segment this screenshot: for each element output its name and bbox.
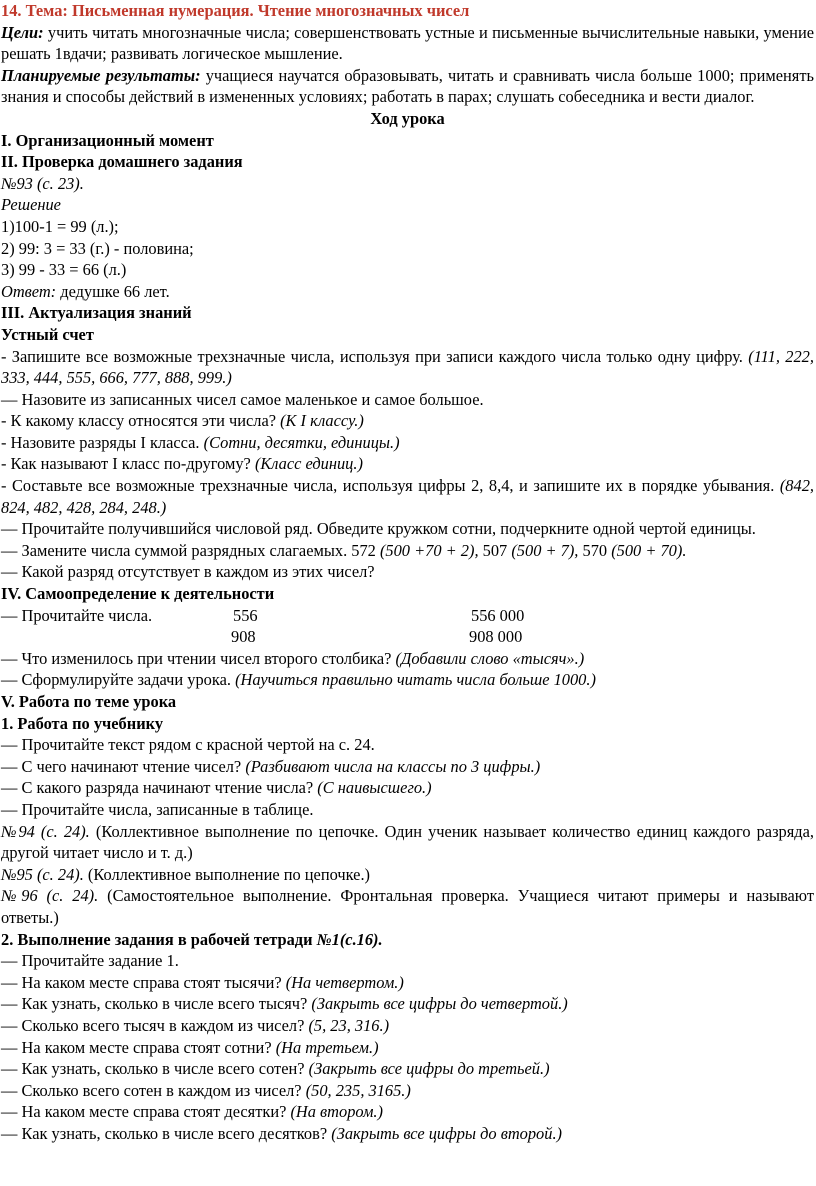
question-text: — Как узнать, сколько в числе всего сотен? bbox=[1, 1059, 309, 1079]
results-label: Планируемые результаты: bbox=[1, 65, 201, 85]
task-3 bbox=[1, 777, 814, 799]
exercise-text: (Коллективное выполнение по цепочке.) bbox=[83, 864, 370, 884]
exercise-reference: №96 (с. 24). bbox=[1, 886, 99, 906]
section-heading-5: V. Работа по теме урока bbox=[1, 692, 177, 711]
numbers-row-2 bbox=[1, 626, 814, 648]
question-text: — Как узнать, сколько в числе всего десятков? bbox=[1, 1123, 332, 1143]
question-answer: (Научиться правильно читать числа больше 1000.) bbox=[235, 670, 596, 690]
question-text: - Назовите разряды I класса. bbox=[1, 432, 204, 452]
workbook-q9 bbox=[1, 1123, 814, 1145]
task-2 bbox=[1, 756, 814, 778]
exercise-94 bbox=[1, 821, 814, 864]
question-text: - Как называют I класс по-другому? bbox=[1, 454, 255, 474]
question-9: — Какой разряд отсутствует в каждом из этих чисел? bbox=[1, 562, 375, 582]
question-answer: (К I классу.) bbox=[280, 411, 364, 431]
question-answer: (На четвертом.) bbox=[285, 972, 404, 992]
exercise-95 bbox=[1, 864, 814, 886]
oral-count-heading: Устный счет bbox=[1, 324, 94, 344]
question-answer: (500 + 70). bbox=[611, 540, 687, 560]
section-heading-1: I. Организационный момент bbox=[1, 130, 214, 150]
question-r3 bbox=[1, 648, 814, 670]
question-text: 507 bbox=[478, 540, 512, 560]
subsection-reference: №1(с.16). bbox=[316, 929, 383, 949]
question-8 bbox=[1, 540, 814, 562]
question-5 bbox=[1, 453, 814, 475]
question-text: — Сколько всего тысяч в каждом из чисел? bbox=[1, 1015, 309, 1035]
question-answer: (Разбивают числа на классы по 3 цифры.) bbox=[245, 756, 541, 776]
workbook-q8 bbox=[1, 1101, 814, 1123]
question-answer: (Закрыть все цифры до третьей.) bbox=[308, 1059, 550, 1079]
homework-reference: №93 (с. 23). bbox=[1, 173, 84, 193]
homework-step-1: 1)100-1 = 99 (л.); bbox=[1, 216, 119, 236]
goals-label: Цели: bbox=[1, 22, 44, 42]
question-answer: (Закрыть все цифры до четвертой.) bbox=[311, 994, 568, 1014]
question-answer: (С наивысшего.) bbox=[317, 778, 432, 798]
question-answer: (50, 235, 3165.) bbox=[305, 1080, 411, 1100]
task-4: — Прочитайте числа, записанные в таблице. bbox=[1, 799, 314, 819]
section-heading-4: IV. Самоопределение к деятельности bbox=[1, 584, 275, 604]
question-answer: (Закрыть все цифры до второй.) bbox=[331, 1123, 562, 1143]
homework-step-3: 3) 99 - 33 = 66 (л.) bbox=[1, 260, 127, 280]
task-1: — Прочитайте текст рядом с красной чертой на с. 24. bbox=[1, 735, 375, 755]
section-heading-3: III. Актуализация знаний bbox=[1, 303, 192, 323]
question-text: — На каком месте справа стоят тысячи? bbox=[1, 972, 286, 992]
question-text: - Составьте все возможные трехзначные числа, используя цифры 2, 8,4, и запишите их в порядке убывания. bbox=[1, 476, 780, 496]
homework-step-2: 2) 99: 3 = 33 (г.) - половина; bbox=[1, 238, 194, 258]
workbook-q7 bbox=[1, 1080, 814, 1102]
exercise-text: (Самостоятельное выполнение. Фронтальная проверка. Учащиеся читают примеры и называют ответы.) bbox=[1, 886, 814, 927]
number-left: 556 bbox=[233, 605, 258, 625]
numbers-row-1 bbox=[1, 605, 814, 627]
goals-text: учить читать многозначные числа; совершенствовать устные и письменные вычислительные навыки, умение решать 1вдачи; развивать логическое мышление. bbox=[1, 22, 814, 64]
number-left: 908 bbox=[231, 627, 256, 647]
exercise-text: (Коллективное выполнение по цепочке. Один ученик называет количество единиц каждого разряда, другой читает число и т. д.) bbox=[1, 821, 814, 863]
workbook-q1: — Прочитайте задание 1. bbox=[1, 951, 179, 971]
goals-paragraph bbox=[1, 22, 814, 65]
workbook-q2 bbox=[1, 972, 814, 994]
subsection-heading-2 bbox=[1, 929, 814, 951]
question-answer: (Добавили слово «тысяч».) bbox=[395, 648, 585, 668]
question-answer: (Сотни, десятки, единицы.) bbox=[203, 432, 400, 452]
question-3 bbox=[1, 410, 814, 432]
exercise-reference: №94 (с. 24). bbox=[1, 821, 90, 841]
question-text: — С чего начинают чтение чисел? bbox=[1, 756, 246, 776]
exercise-reference: №95 (с. 24). bbox=[1, 864, 84, 884]
question-answer: (На втором.) bbox=[290, 1102, 383, 1122]
question-text: — Замените числа суммой разрядных слагаемых. 572 bbox=[1, 540, 380, 560]
question-1 bbox=[1, 346, 814, 389]
section-heading-2: II. Проверка домашнего задания bbox=[1, 152, 243, 172]
question-text: — Прочитайте числа. bbox=[1, 605, 153, 625]
question-2: — Назовите из записанных чисел самое маленькое и самое большое. bbox=[1, 389, 484, 409]
question-r4 bbox=[1, 669, 814, 691]
question-text: — Сколько всего сотен в каждом из чисел? bbox=[1, 1080, 306, 1100]
workbook-q3 bbox=[1, 993, 814, 1015]
question-text: — С какого разряда начинают чтение числа? bbox=[1, 778, 318, 798]
answer-label: Ответ: bbox=[1, 281, 57, 301]
number-right: 908 000 bbox=[469, 627, 523, 647]
question-text: — Как узнать, сколько в числе всего тысяч? bbox=[1, 994, 312, 1014]
homework-answer bbox=[1, 281, 814, 303]
results-paragraph bbox=[1, 65, 814, 108]
question-7: — Прочитайте получившийся числовой ряд. Обведите кружком сотни, подчеркните одной чертой единицы. bbox=[1, 519, 756, 539]
homework-solution-label: Решение bbox=[1, 195, 61, 215]
question-text: 570 bbox=[578, 540, 612, 560]
question-text: — Что изменилось при чтении чисел второго столбика? bbox=[1, 648, 396, 668]
workbook-q6 bbox=[1, 1058, 814, 1080]
answer-text: дедушке 66 лет. bbox=[56, 281, 170, 301]
question-answer: (111, 222, 333, 444, 555, 666, 777, 888, 999.) bbox=[1, 346, 814, 388]
question-4 bbox=[1, 432, 814, 454]
question-answer: (На третьем.) bbox=[275, 1037, 379, 1057]
subsection-text: 2. Выполнение задания в рабочей тетради bbox=[1, 929, 317, 949]
number-right: 556 000 bbox=[471, 605, 525, 625]
results-text: учащиеся научатся образовывать, читать и сравнивать числа больше 1000; применять знания и способы действий в измененных условиях; работать в парах; слушать собеседника и вести диалог. bbox=[1, 65, 814, 107]
question-text: - К какому классу относятся эти числа? bbox=[1, 411, 281, 431]
course-heading: Ход урока bbox=[370, 108, 445, 128]
question-answer: (842, 824, 482, 428, 284, 248.) bbox=[1, 476, 814, 517]
question-text: - Запишите все возможные трехзначные числа, используя при записи каждого числа только одну цифру. bbox=[1, 346, 749, 366]
question-text: — Сформулируйте задачи урока. bbox=[1, 670, 236, 690]
question-answer: (5, 23, 316.) bbox=[308, 1015, 390, 1035]
question-6 bbox=[1, 475, 814, 518]
subsection-heading-1: 1. Работа по учебнику bbox=[1, 713, 164, 733]
exercise-96 bbox=[1, 885, 814, 928]
question-answer: (500 + 7), bbox=[511, 540, 579, 560]
question-answer: (500 +70 + 2), bbox=[379, 540, 479, 560]
lesson-title: 14. Тема: Письменная нумерация. Чтение многозначных чисел bbox=[1, 1, 470, 20]
question-answer: (Класс единиц.) bbox=[254, 454, 363, 474]
workbook-q5 bbox=[1, 1037, 814, 1059]
question-text: — На каком месте справа стоят десятки? bbox=[1, 1102, 291, 1122]
question-text: — На каком месте справа стоят сотни? bbox=[1, 1037, 276, 1057]
workbook-q4 bbox=[1, 1015, 814, 1037]
